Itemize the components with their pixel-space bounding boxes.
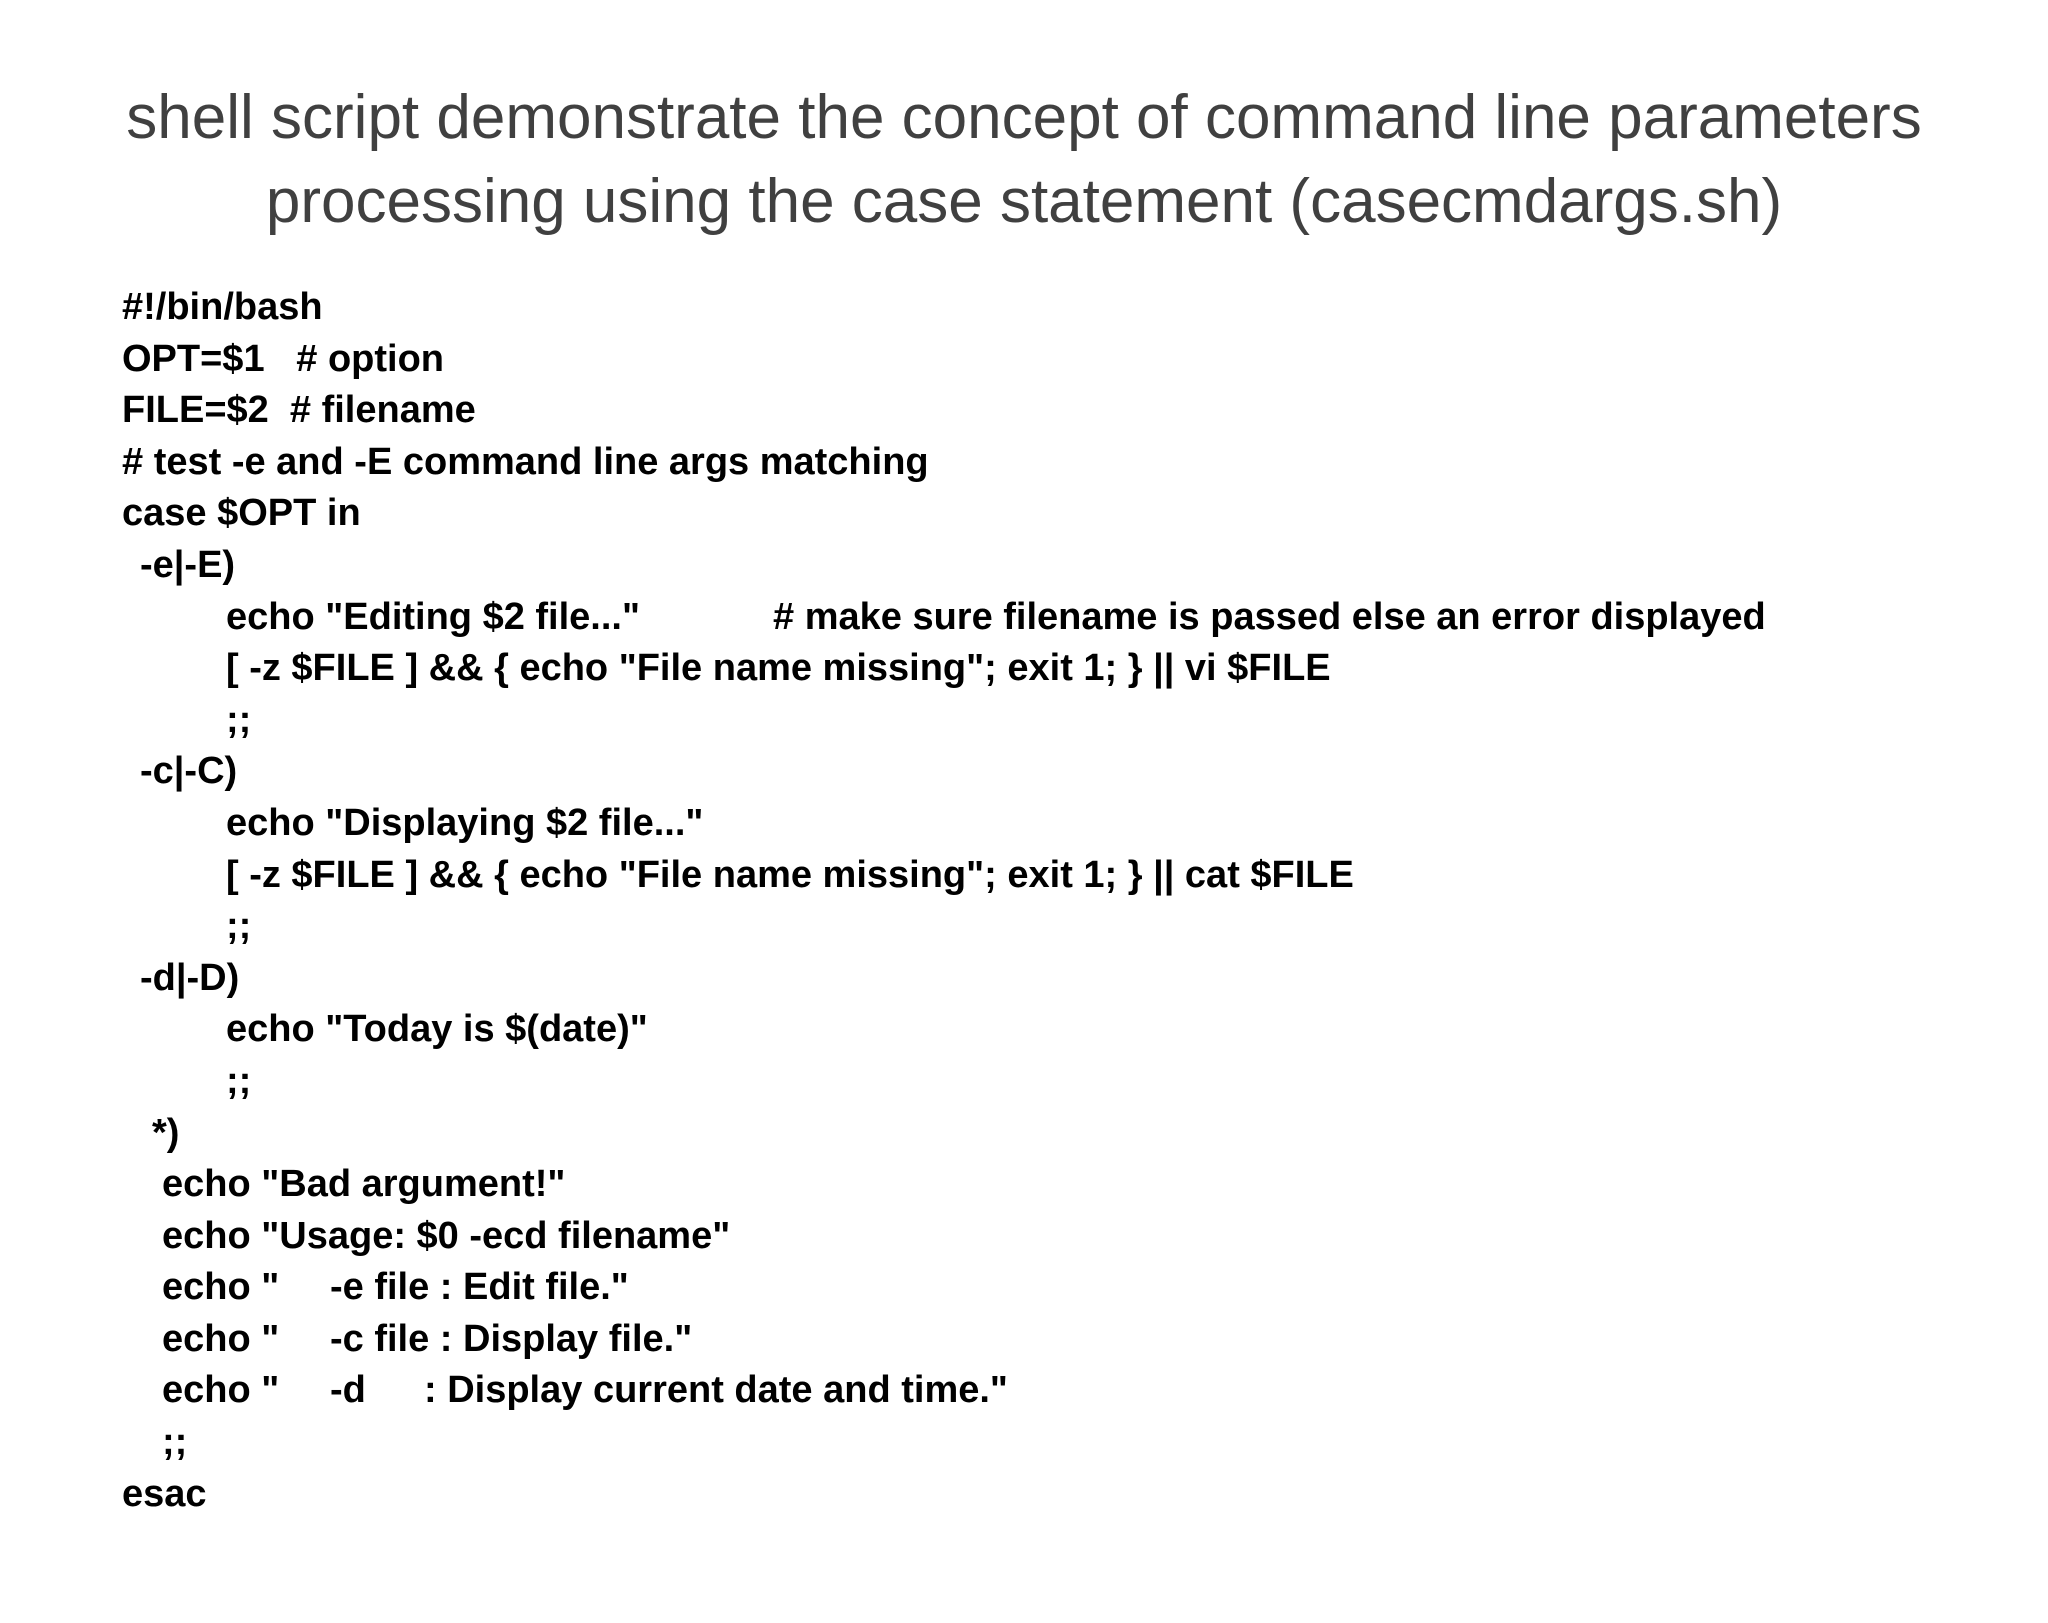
code-text: echo "Bad argument!" xyxy=(162,1163,566,1206)
code-text: -e|-E) xyxy=(140,543,236,586)
title-line-1: shell script demonstrate the concept of command line parameters xyxy=(126,83,1922,152)
code-line-test-cat xyxy=(122,850,2002,902)
title-line-2: processing using the case statement (casecmdargs.sh) xyxy=(265,167,1783,236)
code-text: FILE=$2 # filename xyxy=(122,389,476,432)
code-text: *) xyxy=(152,1111,180,1154)
code-line-esac xyxy=(122,1469,2002,1521)
code-line-echo-editing xyxy=(122,592,2002,644)
code-text: : Display current date and time." xyxy=(424,1369,1008,1412)
code-text: case $OPT in xyxy=(122,492,361,535)
code-line-pattern-c xyxy=(122,746,2002,798)
code-line-echo-display-help xyxy=(122,1314,2002,1366)
code-line-case xyxy=(122,488,2002,540)
code-line-file xyxy=(122,385,2002,437)
code-line-echo-edit-help xyxy=(122,1262,2002,1314)
code-line-terminator xyxy=(122,695,2002,747)
code-line-echo-bad xyxy=(122,1159,2002,1211)
script-code-block xyxy=(122,282,2002,1520)
code-text: ;; xyxy=(226,698,252,741)
code-text: echo "Today is $(date)" xyxy=(226,1008,648,1051)
code-text: #!/bin/bash xyxy=(122,286,323,328)
code-text: echo " xyxy=(162,1317,280,1360)
code-line-shebang xyxy=(122,282,2002,334)
code-text: ;; xyxy=(226,905,252,948)
code-text: ;; xyxy=(162,1421,188,1464)
code-line-echo-usage xyxy=(122,1211,2002,1263)
code-text: [ -z $FILE ] && { echo "File name missing"; exit 1; } || vi $FILE xyxy=(226,647,1331,690)
code-text: echo " xyxy=(162,1369,280,1412)
code-line-terminator xyxy=(122,1056,2002,1108)
code-line-terminator xyxy=(122,1417,2002,1469)
code-text: echo " xyxy=(162,1266,280,1309)
code-text: -c|-C) xyxy=(140,750,238,793)
slide-title xyxy=(0,76,2048,244)
code-line-terminator xyxy=(122,901,2002,953)
code-line-pattern-default xyxy=(122,1108,2002,1160)
code-text: # test -e and -E command line args matching xyxy=(122,440,929,483)
code-text: echo "Editing $2 file..." xyxy=(226,595,640,638)
code-text: esac xyxy=(122,1472,207,1515)
code-comment: # make sure filename is passed else an error displayed xyxy=(773,595,1766,638)
code-text: echo "Usage: $0 -ecd filename" xyxy=(162,1214,731,1257)
code-text: [ -z $FILE ] && { echo "File name missing"; exit 1; } || cat $FILE xyxy=(226,853,1354,896)
code-line-opt xyxy=(122,334,2002,386)
code-line-echo-displaying xyxy=(122,798,2002,850)
code-text: -d|-D) xyxy=(140,956,240,999)
code-line-pattern-d xyxy=(122,953,2002,1005)
code-line-echo-date-help xyxy=(122,1365,2002,1417)
code-line-echo-date xyxy=(122,1004,2002,1056)
code-text: -d xyxy=(330,1369,366,1412)
code-text: -e file : Edit file." xyxy=(330,1266,629,1309)
code-text: -c file : Display file." xyxy=(330,1317,693,1360)
code-text: echo "Displaying $2 file..." xyxy=(226,801,704,844)
code-line-test-vi xyxy=(122,643,2002,695)
code-line-pattern-e xyxy=(122,540,2002,592)
code-text: OPT=$1 # option xyxy=(122,337,444,380)
code-text: ;; xyxy=(226,1059,252,1102)
code-line-comment xyxy=(122,437,2002,489)
